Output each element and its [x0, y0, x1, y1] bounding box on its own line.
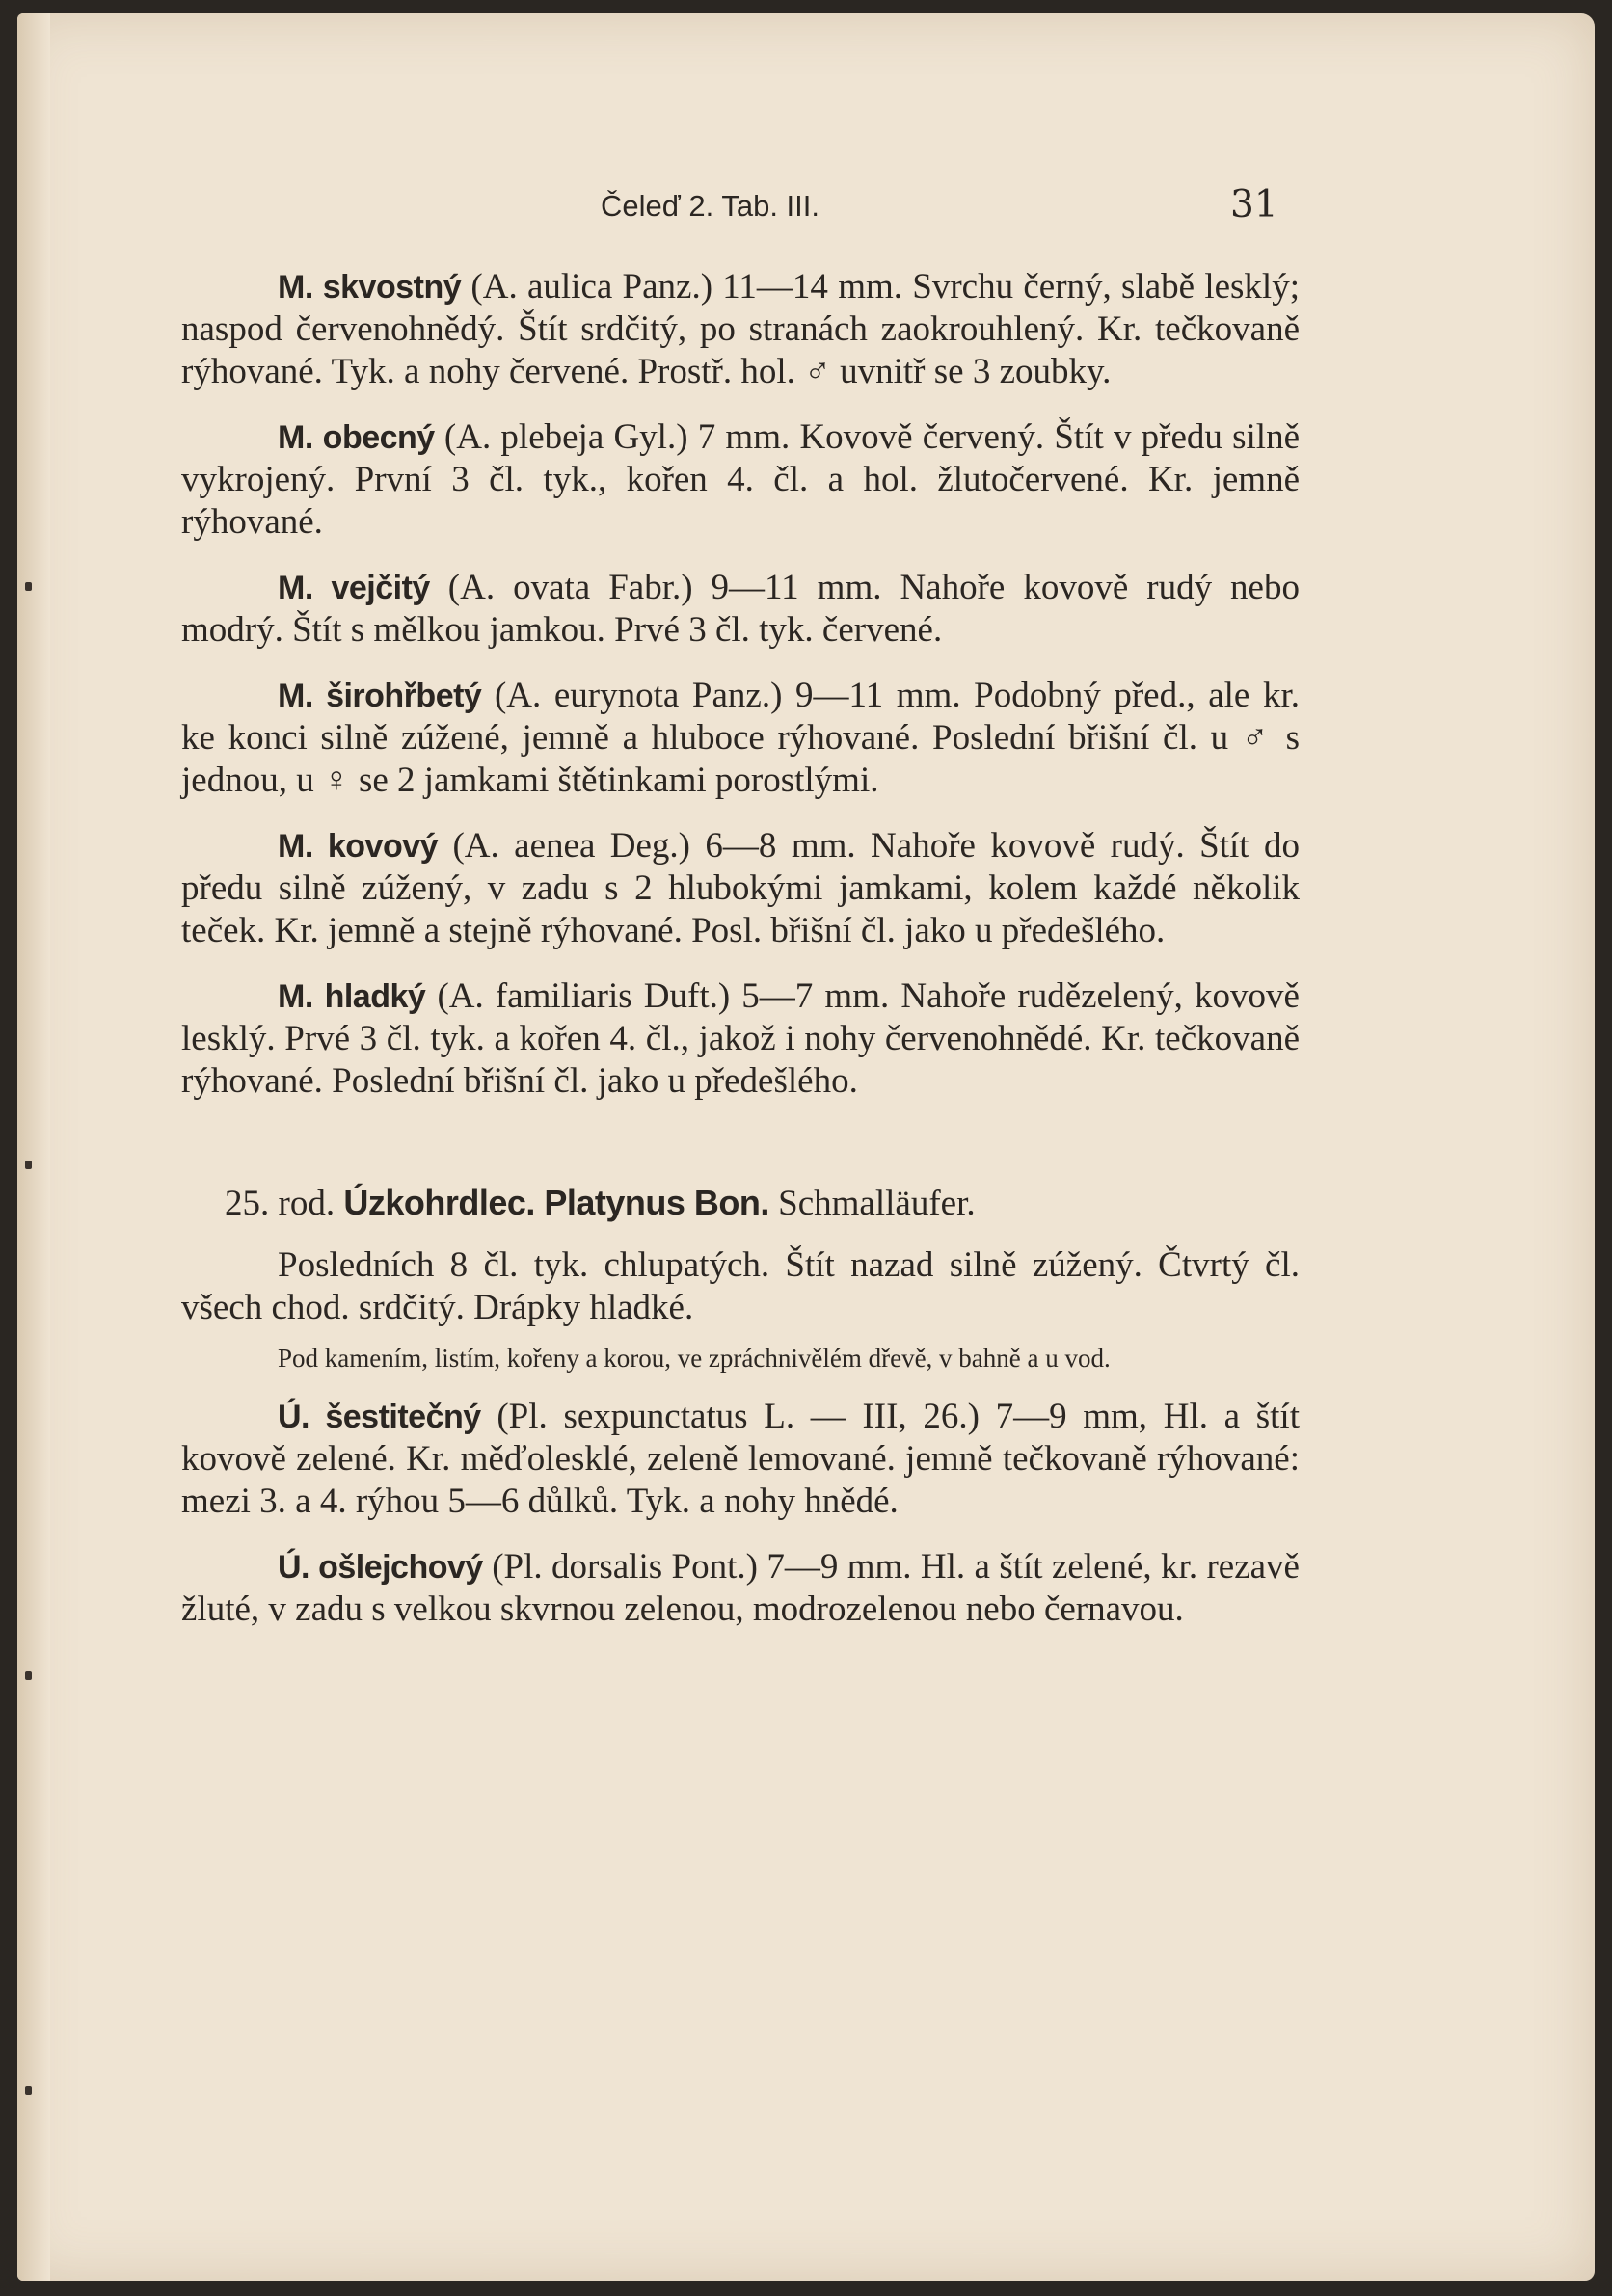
page-body — [181, 266, 1300, 1654]
species-entry — [181, 567, 1300, 652]
header-title: Čeleď 2. Tab. III. — [601, 189, 819, 223]
species-description: (A. ovata Fabr.) 9—11 mm. Nahoře kovově rudý nebo modrý. Štít s mělkou jamkou. Prvé 3 čl. tyk. červené. — [181, 568, 1300, 650]
page-spine-shadow — [17, 13, 50, 2281]
species-entry — [181, 266, 1300, 393]
species-entry — [181, 1546, 1300, 1631]
species-description: (Pl. sexpunctatus L. — III, 26.) 7—9 mm, Hl. a štít kovově zelené. Kr. měďolesklé, zeleně lemované. jemně tečkovaně rýhované: mezi 3. a 4. rýhou 5—6 důlků. Tyk. a nohy hnědé. — [181, 1397, 1300, 1521]
book-page — [17, 13, 1595, 2281]
genus-description: Posledních 8 čl. tyk. chlupatých. Štít nazad silně zúžený. Čtvrtý čl. všech chod. srdčitý. Drápky hladké. — [181, 1245, 1300, 1327]
species-entry — [181, 416, 1300, 544]
species-description: (A. aulica Panz.) 11—14 mm. Svrchu černý, slabě lesklý; naspod červenohnědý. Štít srdčitý, po stranách zaokrouhlený. Kr. tečkovaně rýhované. Tyk. a nohy červené. Prostř. hol. ♂ uvnitř se 3 zoubky. — [181, 267, 1300, 391]
genus-number: 25. rod. — [225, 1184, 344, 1223]
species-description: (A. eurynota Panz.) 9—11 mm. Podobný před., ale kr. ke konci silně zúžené, jemně a hluboce rýhované. Poslední břišní čl. u ♂ s jednou, u ♀ se 2 jamkami štětinkami porostlými. — [181, 676, 1300, 800]
species-entry — [181, 975, 1300, 1103]
species-description: (A. aenea Deg.) 6—8 mm. Nahoře kovově rudý. Štít do předu silně zúžený, v zadu s 2 hlubokými jamkami, kolem každé několik teček. Kr. jemně a stejně rýhované. Posl. břišní čl. jako u předešlého. — [181, 826, 1300, 950]
species-description: (Pl. dorsalis Pont.) 7—9 mm. Hl. a štít zelené, kr. rezavě žluté, v zadu s velkou skvrnou zelenou, modrozelenou nebo černavou. — [181, 1547, 1300, 1629]
species-name: M. obecný — [278, 419, 435, 456]
species-name: Ú. ošlejchový — [278, 1549, 483, 1586]
species-name: M. kovový — [278, 828, 439, 865]
species-description: (A. familiaris Duft.) 5—7 mm. Nahoře rudězelený, kovově lesklý. Prvé 3 čl. tyk. a kořen 4. čl., jakož i nohy červenohnědé. Kr. tečkovaně rýhované. Poslední břišní čl. jako u předešlého. — [181, 976, 1300, 1101]
species-entry — [181, 1396, 1300, 1523]
species-name: M. širohřbetý — [278, 678, 482, 714]
habitat-note: Pod kamením, listím, kořeny a korou, ve zpráchnivělém dřevě, v bahně a u vod. — [278, 1344, 1111, 1373]
species-entry — [181, 675, 1300, 802]
page-number: 31 — [1230, 183, 1278, 227]
species-name: M. vejčitý — [278, 570, 430, 606]
species-description: (A. plebeja Gyl.) 7 mm. Kovově červený. Štít v předu silně vykrojený. První 3 čl. tyk., kořen 4. čl. a hol. žlutočervené. Kr. jemně rýhované. — [181, 417, 1301, 542]
genus-german-name: Schmalläufer. — [768, 1184, 976, 1223]
genus-name: Úzkohrdlec. Platynus Bon. — [343, 1183, 769, 1222]
species-name: M. hladký — [278, 978, 426, 1015]
species-name: Ú. šestitečný — [278, 1399, 481, 1435]
species-entry — [181, 825, 1300, 952]
species-name: M. skvostný — [278, 269, 462, 306]
genus-heading — [181, 1182, 1300, 1225]
